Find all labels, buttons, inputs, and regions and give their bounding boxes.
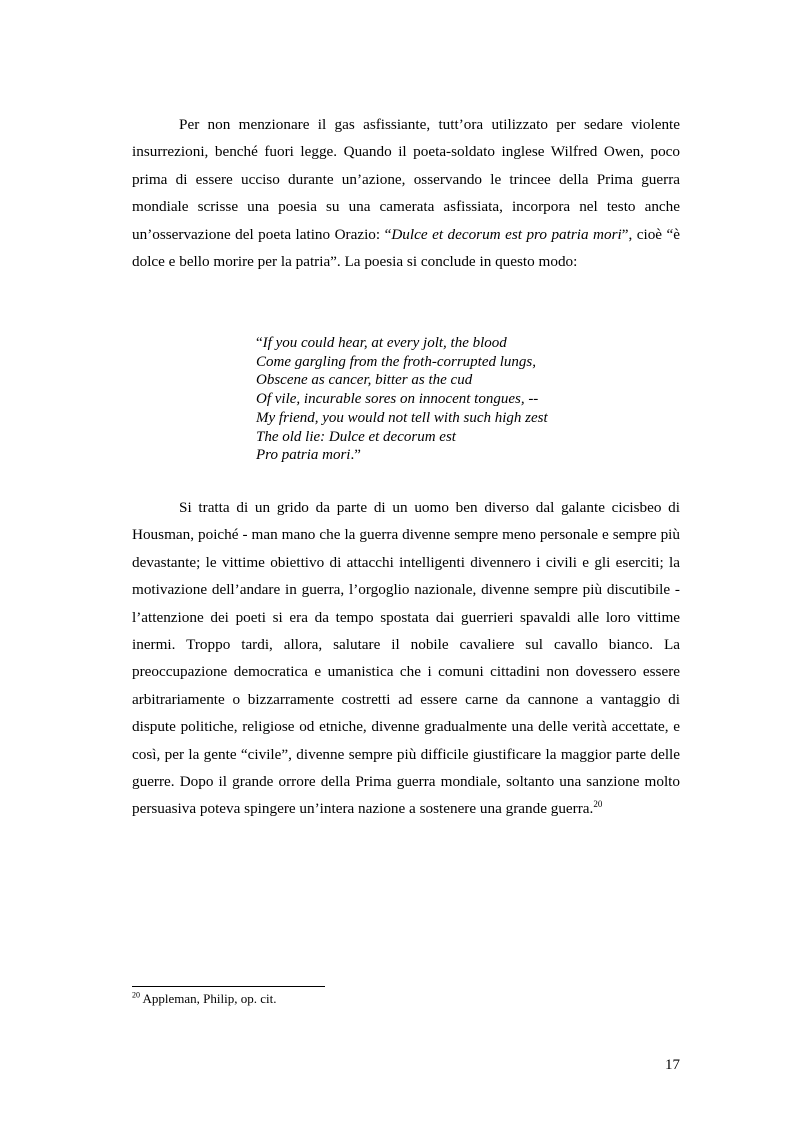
paragraph-intro-text-a: Per non menzionare il gas asfissiante, tutt’ora utilizzato per sedare violente insurrezioni, benché fuori legge. Quando il poeta-soldato inglese Wilfred Owen, poco prima di essere ucciso durante un’azione, osservando le trincee della Prima guerra mondiale scrisse una poesia su una camerata asfissiata, incorpora nel testo anche un’osservazione del poeta latino Orazio: “: [132, 116, 680, 243]
paragraph-intro-text-b: ”, cioè “è dolce e bello morire per la patria”. La poesia si conclude in questo modo:: [132, 225, 681, 271]
footnote-text: Appleman, Philip, op. cit.: [140, 991, 277, 1006]
poem-line: Of vile, incurable sores on innocent tongues, --: [256, 391, 539, 408]
paragraph-commentary: [132, 494, 680, 823]
footnote: [132, 991, 277, 1007]
paragraph-intro: [132, 111, 680, 275]
poem-line: The old lie: Dulce et decorum est: [256, 428, 456, 445]
footnote-number: 20: [132, 990, 140, 1000]
poem-close-quote: .”: [350, 447, 361, 464]
poem-line: My friend, you would not tell with such high zest: [256, 409, 548, 426]
footnote-divider: [132, 986, 325, 987]
footnote-reference[interactable]: 20: [593, 799, 603, 810]
page-number: 17: [665, 1057, 680, 1073]
poem-open-quote: “: [256, 335, 263, 351]
poem-line: Obscene as cancer, bitter as the cud: [256, 372, 473, 389]
poem-quote: [256, 334, 548, 465]
poem-line: “If you could hear, at every jolt, the blood: [256, 335, 507, 351]
poem-line: Come gargling from the froth-corrupted lungs,: [256, 353, 536, 370]
paragraph-commentary-text: Si tratta di un grido da parte di un uomo ben diverso dal galante cicisbeo di Housman, poiché - man mano che la guerra divenne sempre meno personale e sempre più devastante; le vittime obiettivo di attacchi intelligenti divennero i civili e gli eserciti; la motivazione dell’andare in guerra, l’orgoglio nazionale, divenne sempre più discutibile - l’attenzione dei poeti si era da tempo spostata dai guerrieri spavaldi alle loro vittime inermi. Troppo tardi, allora, salutare il nobile cavaliere sul cavallo bianco. La preoccupazione democratica e umanistica che i comuni cittadini non dovessero essere arbitrariamente o bizzarramente costretti ad essere carne da cannone a vantaggio di dispute politiche, religiose od etniche, divenne gradualmente una delle verità accettate, e così, per la gente “civile”, divenne sempre più difficile giustificare la maggior parte delle guerre. Dopo il grande orrore della Prima guerra mondiale, soltanto una sanzione molto persuasiva poteva spingere un’intera nazione a sostenere una grande guerra.: [132, 499, 680, 818]
latin-quote: Dulce et decorum est pro patria mori: [391, 225, 622, 243]
poem-line: Pro patria mori.”: [256, 447, 361, 464]
